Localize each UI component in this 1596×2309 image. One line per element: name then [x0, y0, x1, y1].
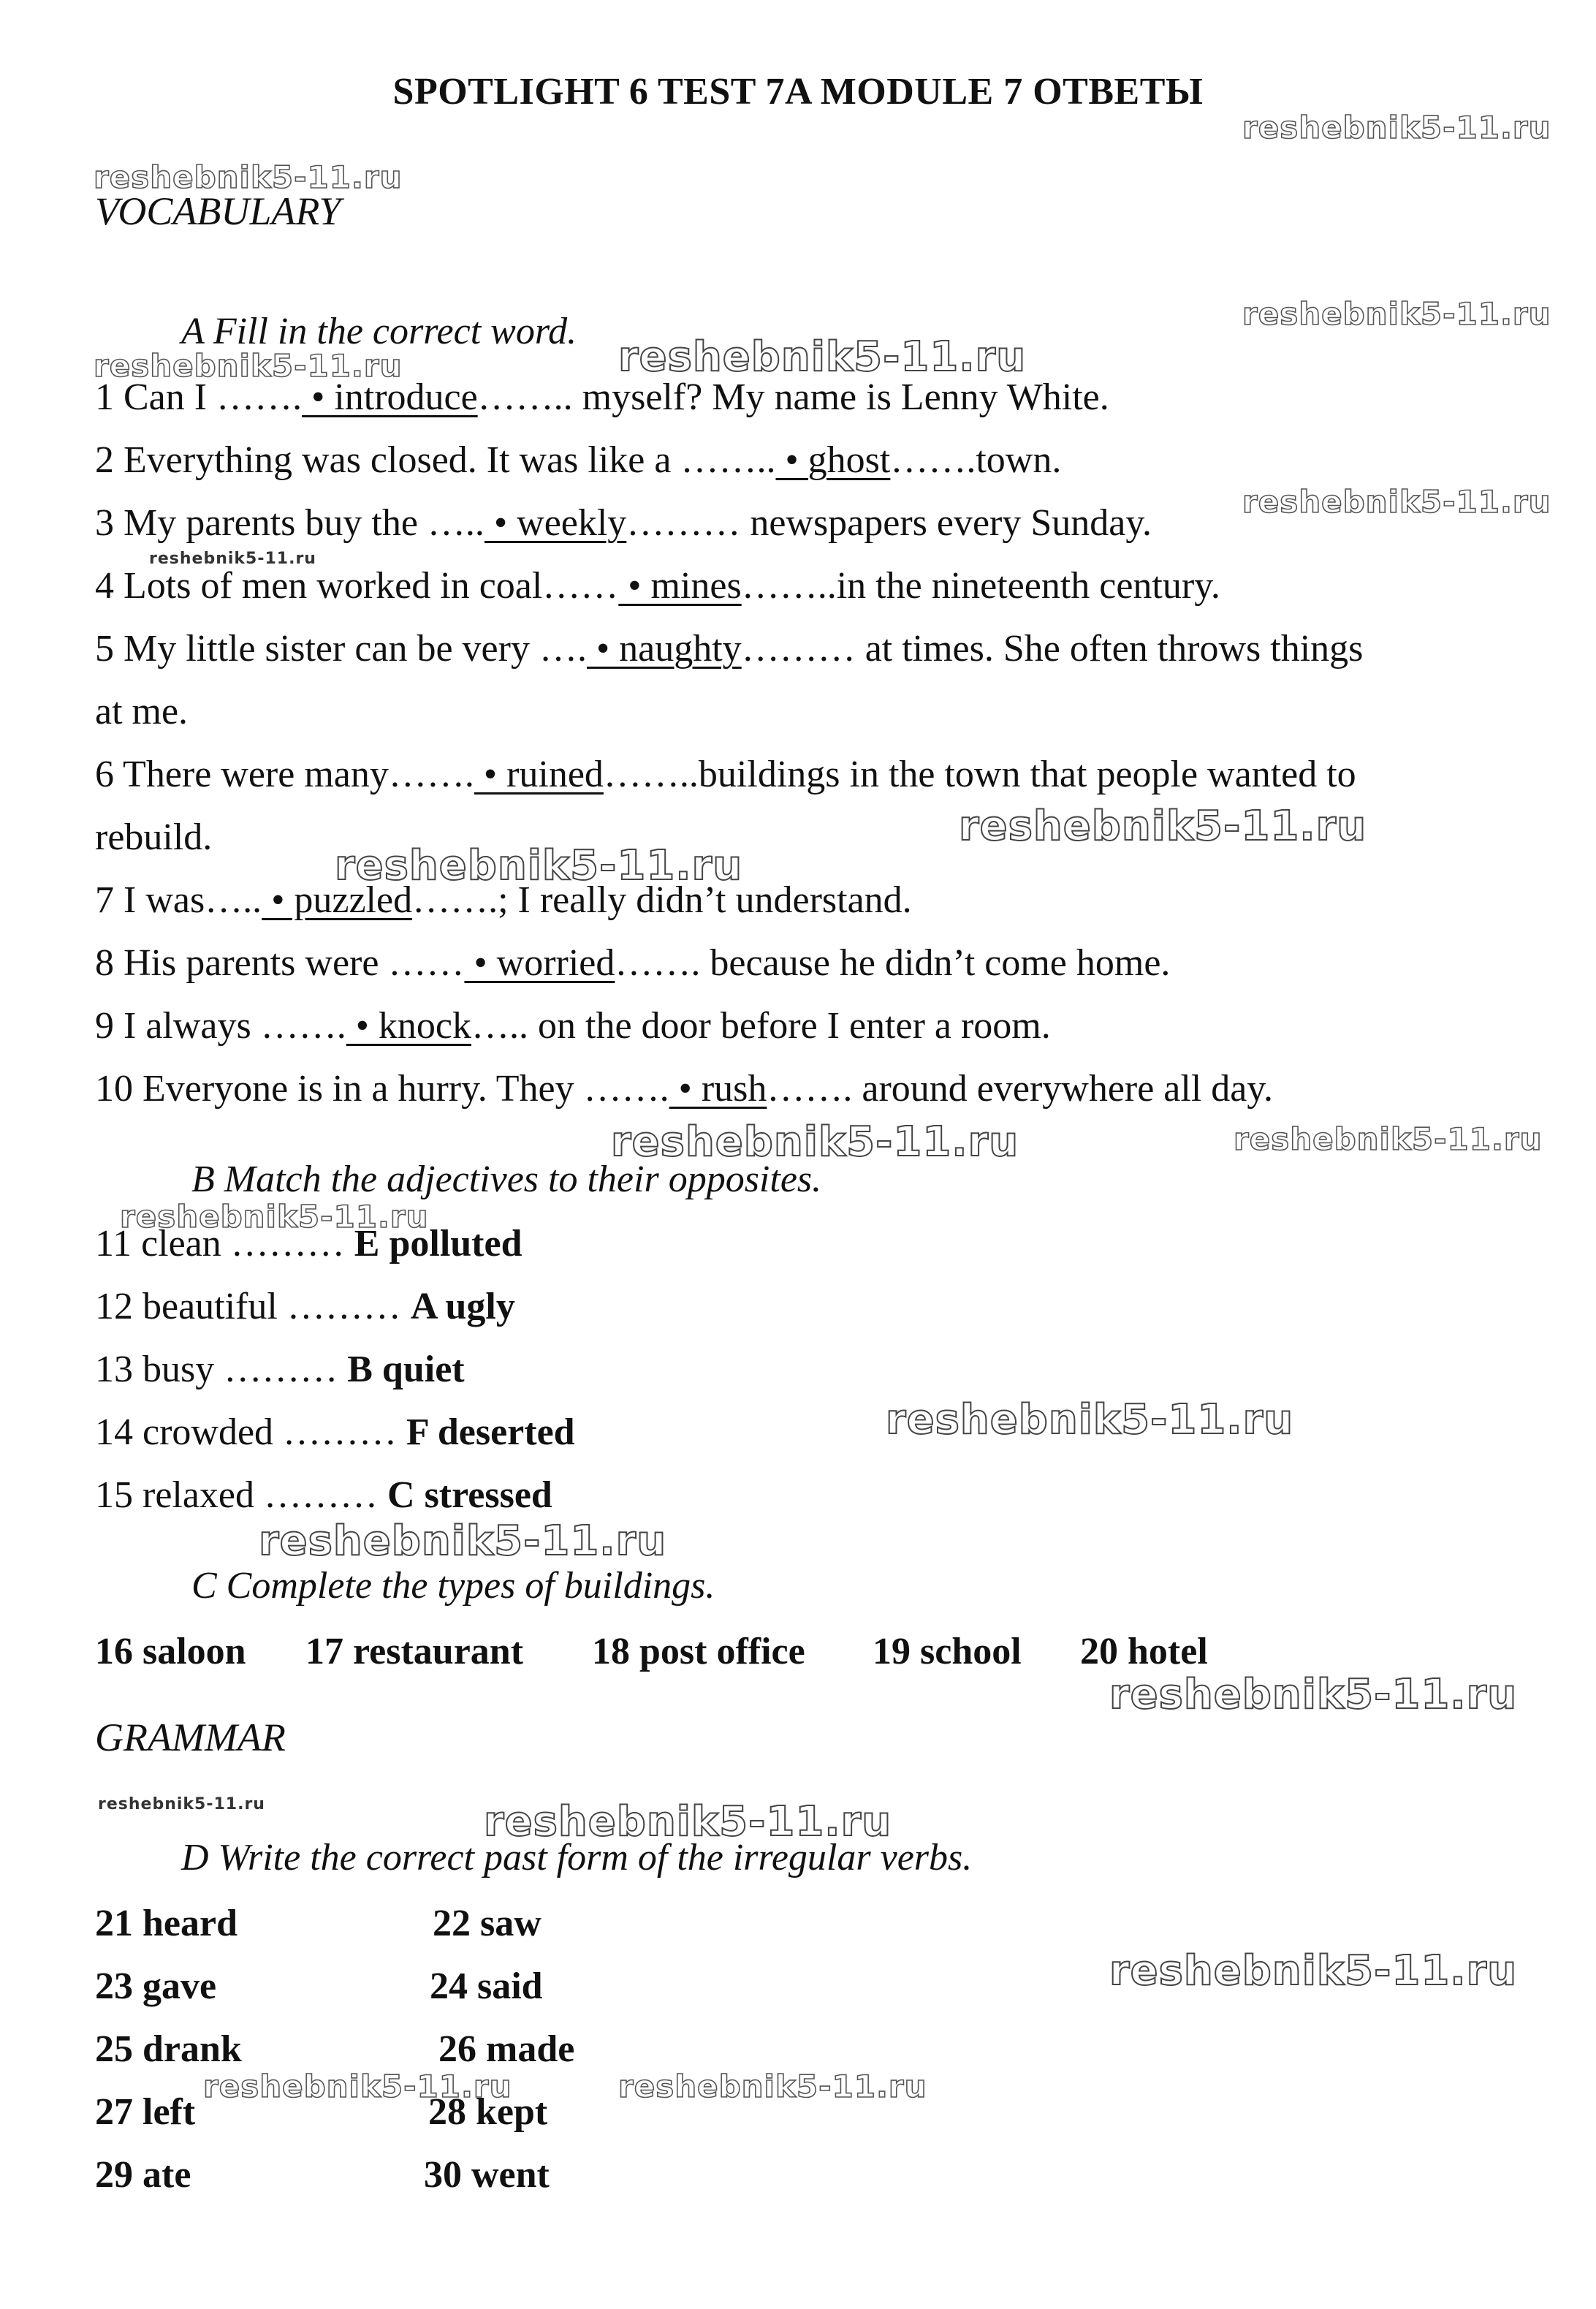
watermark: reshebnik5-11.ru: [335, 842, 743, 890]
exercise-a-line: rebuild.: [95, 816, 213, 858]
instruction-b: B Match the adjectives to their opposites.: [191, 1159, 822, 1200]
answer: • ruined: [474, 754, 604, 795]
exercise-b-line: 15 relaxed ……… C stressed: [95, 1474, 552, 1516]
exercise-d-answer: 29 ate: [95, 2154, 191, 2196]
exercise-d-answer: 30 went: [424, 2154, 550, 2196]
watermark: reshebnik5-11.ru: [203, 2069, 512, 2104]
watermark: reshebnik5-11.ru: [959, 803, 1367, 850]
exercise-b-line: 12 beautiful ……… A ugly: [95, 1286, 515, 1327]
watermark: reshebnik5-11.ru: [886, 1396, 1294, 1444]
exercise-a-line: at me.: [95, 691, 189, 732]
exercise-d-answer: 23 gave: [95, 1965, 217, 2007]
answer: • naughty: [586, 628, 742, 670]
exercise-c-answer: 19 school: [873, 1631, 1022, 1672]
exercise-b-line: 14 crowded ……… F deserted: [95, 1411, 575, 1453]
exercise-a-line: 2 Everything was closed. It was like a …….. • ghost…….town.: [95, 439, 1062, 481]
exercise-a-line: 6 There were many……. • ruined……..buildings in the town that people wanted to: [95, 754, 1356, 795]
watermark: reshebnik5-11.ru: [618, 2069, 927, 2104]
watermark: reshebnik5-11.ru: [484, 1798, 892, 1846]
section-heading-vocabulary: VOCABULARY: [95, 189, 341, 233]
exercise-d-answer: 27 left: [95, 2091, 196, 2133]
watermark: reshebnik5-11.ru: [1109, 1947, 1518, 1995]
answer: C stressed: [387, 1474, 552, 1516]
answer: • ghost: [775, 439, 891, 481]
answer: F deserted: [406, 1411, 575, 1453]
instruction-d: D Write the correct past form of the irregular verbs.: [181, 1837, 973, 1878]
answer: B quiet: [347, 1349, 465, 1390]
watermark: reshebnik5-11.ru: [98, 1795, 265, 1813]
exercise-a-line: 4 Lots of men worked in coal…… • mines……..in the nineteenth century.: [95, 565, 1220, 607]
watermark: reshebnik5-11.ru: [1109, 1671, 1518, 1718]
exercise-a-line: 1 Can I ……. • introduce…….. myself? My name is Lenny White.: [95, 376, 1109, 418]
exercise-b-line: 11 clean ……… E polluted: [95, 1223, 522, 1265]
exercise-a-line: 3 My parents buy the ….. • weekly……… newspapers every Sunday.: [95, 502, 1152, 544]
exercise-d-answer: 28 kept: [428, 2091, 548, 2133]
answer: • mines: [618, 565, 742, 607]
watermark: reshebnik5-11.ru: [1234, 1121, 1543, 1157]
exercise-a-line: 9 I always ……. • knock….. on the door before I enter a room.: [95, 1005, 1051, 1047]
watermark: reshebnik5-11.ru: [1242, 296, 1551, 332]
exercise-c-answer: 18 post office: [592, 1631, 805, 1672]
page-title: SPOTLIGHT 6 TEST 7A MODULE 7 ОТВЕТЫ: [392, 71, 1204, 113]
instruction-a: A Fill in the correct word.: [181, 311, 577, 352]
watermark: reshebnik5-11.ru: [94, 159, 403, 195]
answer: • weekly: [484, 502, 627, 544]
watermark: reshebnik5-11.ru: [1242, 484, 1551, 520]
answer: E polluted: [354, 1223, 522, 1265]
exercise-c-answer: 20 hotel: [1080, 1631, 1208, 1672]
exercise-a-line: 8 His parents were …… • worried……. because he didn’t come home.: [95, 942, 1171, 984]
answer: • introduce: [302, 376, 478, 418]
exercise-a-line: 7 I was….. • puzzled…….; I really didn’t understand.: [95, 879, 912, 921]
watermark: reshebnik5-11.ru: [259, 1517, 667, 1565]
exercise-b-line: 13 busy ……… B quiet: [95, 1349, 465, 1390]
exercise-d-answer: 24 said: [430, 1965, 543, 2007]
answer: • worried: [464, 942, 615, 984]
exercise-a-line: 10 Everyone is in a hurry. They ……. • rush……. around everywhere all day.: [95, 1068, 1273, 1110]
section-heading-grammar: GRAMMAR: [95, 1715, 286, 1759]
exercise-d-answer: 21 heard: [95, 1903, 238, 1944]
watermark: reshebnik5-11.ru: [618, 333, 1027, 381]
answer: • knock: [346, 1005, 472, 1047]
watermark: reshebnik5-11.ru: [149, 550, 316, 568]
exercise-d-answer: 25 drank: [95, 2028, 242, 2070]
watermark: reshebnik5-11.ru: [120, 1199, 429, 1235]
watermark: reshebnik5-11.ru: [611, 1118, 1019, 1166]
exercise-d-answer: 26 made: [438, 2028, 575, 2070]
exercise-c-answer: 16 saloon: [95, 1631, 246, 1672]
answer: • puzzled: [262, 879, 413, 921]
answer: A ugly: [410, 1286, 515, 1327]
watermark: reshebnik5-11.ru: [94, 348, 403, 384]
exercise-d-answer: 22 saw: [433, 1903, 542, 1944]
answer: • rush: [669, 1068, 767, 1110]
exercise-a-line: 5 My little sister can be very …. • naughty……… at times. She often throws things: [95, 628, 1364, 670]
exercise-c-answer: 17 restaurant: [305, 1631, 524, 1672]
instruction-c: C Complete the types of buildings.: [191, 1565, 715, 1607]
watermark: reshebnik5-11.ru: [1242, 110, 1551, 145]
